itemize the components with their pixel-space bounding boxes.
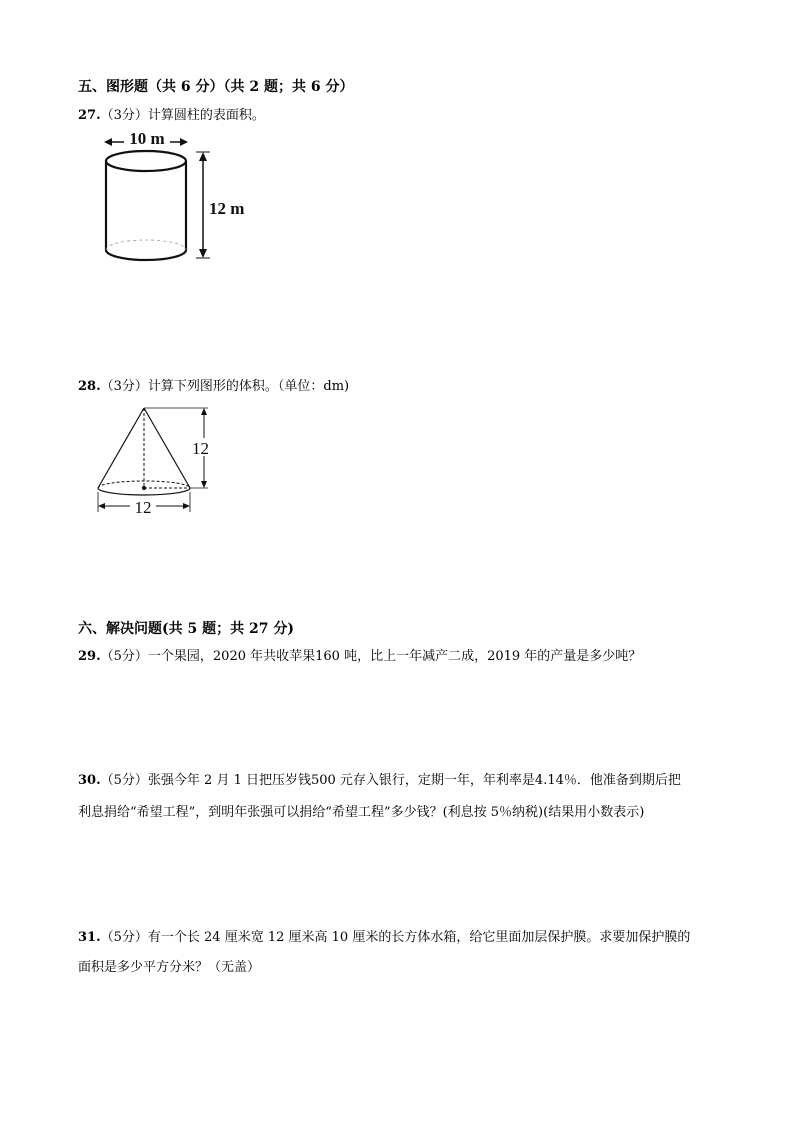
arrow-head-right-icon: [183, 503, 190, 509]
cone-right-edge: [144, 408, 190, 488]
arrow-head-left-icon: [104, 138, 112, 146]
question-27: [78, 104, 265, 123]
cylinder-bottom-arc: [106, 250, 186, 260]
question-text-line-1: 有一个长 24 厘米宽 12 厘米高 10 厘米的长方体水箱，给它里面加层保护膜。求要加保护膜的: [147, 930, 691, 945]
question-31-line-2: 面积是多少平方分米？（无盖）: [78, 960, 261, 975]
side-label: 12 m: [209, 199, 245, 218]
arrow-head-left-icon: [98, 503, 105, 509]
cylinder-top-ellipse: [106, 151, 186, 171]
cylinder-figure: [90, 128, 260, 278]
question-points: （5分）: [100, 930, 148, 945]
question-points: （5分）: [100, 649, 148, 664]
arrow-head-down-icon: [199, 249, 207, 258]
arrow-head-right-icon: [180, 138, 188, 146]
question-points: （3分）: [100, 108, 148, 123]
question-31: [78, 926, 690, 945]
question-number: 29.: [78, 649, 101, 664]
question-29: [78, 645, 641, 664]
question-number: 28.: [78, 379, 101, 394]
cylinder-hidden-arc: [106, 240, 186, 250]
question-number: 31.: [78, 930, 101, 945]
question-text: 计算圆柱的表面积。: [147, 108, 265, 123]
cone-left-edge: [98, 408, 144, 488]
question-number: 30.: [78, 773, 101, 788]
question-points: （3分）: [100, 379, 148, 394]
section-6-title: 六、解决问题(共 5 题；共 27 分): [78, 621, 294, 637]
arrow-head-up-icon: [199, 152, 207, 161]
question-30-line-2: 利息捐给“希望工程”，到明年张强可以捐给“希望工程”多少钱？(利息按 5％纳税)(结果用小数表示): [78, 805, 645, 820]
question-text: 计算下列图形的体积。（单位：dm): [147, 379, 350, 394]
question-text: 一个果园，2020 年共收苹果160 吨，比上一年减产二成，2019 年的产量是多少吨？: [147, 649, 642, 664]
question-text-line-1: 张强今年 2 月 1 日把压岁钱500 元存入银行，定期一年，年利率是4.14％．他准备到期后把: [147, 773, 681, 788]
question-28: [78, 375, 349, 394]
cone-center-dot: [142, 486, 146, 490]
question-number: 27.: [78, 108, 101, 123]
cone-figure: [94, 402, 224, 520]
question-points: （5分）: [100, 773, 148, 788]
arrow-head-up-icon: [201, 408, 207, 415]
base-label: 12: [134, 498, 152, 517]
height-label: 12: [192, 439, 209, 458]
top-label: 10 m: [129, 129, 165, 148]
section-5-title: 五、图形题（共 6 分）（共 2 题；共 6 分）: [78, 79, 354, 95]
question-30: [78, 769, 681, 788]
arrow-head-down-icon: [201, 481, 207, 488]
